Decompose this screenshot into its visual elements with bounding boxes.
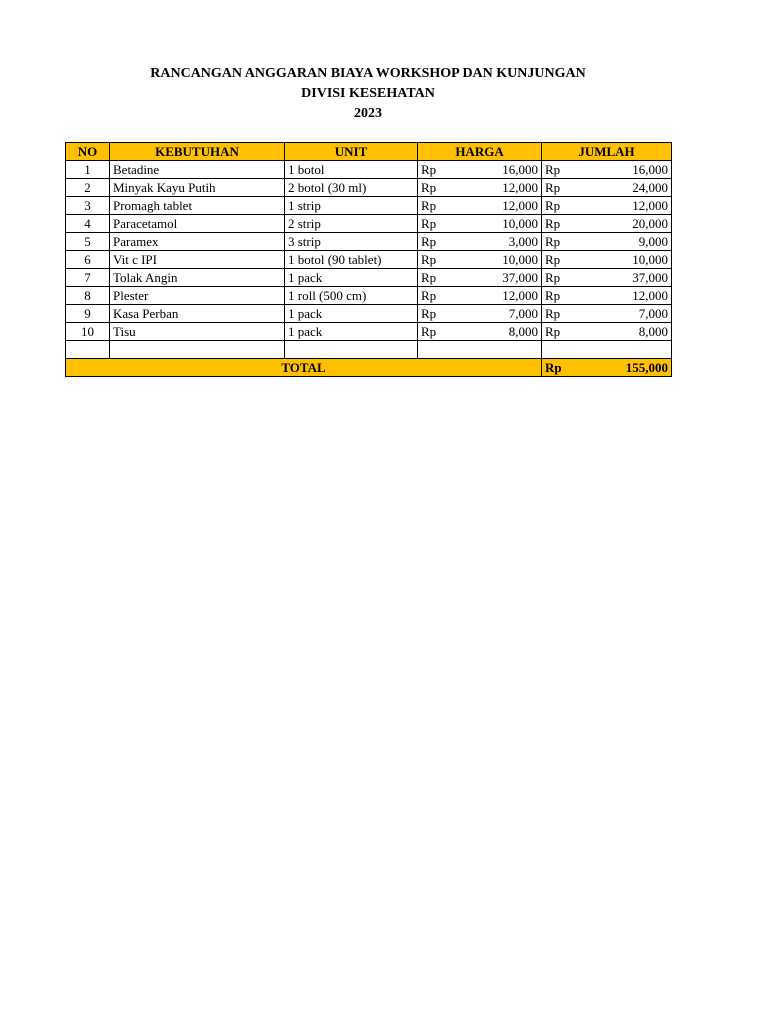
table-row: [66, 197, 672, 215]
cell-jumlah-currency: Rp: [542, 287, 580, 305]
cell-jumlah-currency: Rp: [542, 305, 580, 323]
table-row: [66, 269, 672, 287]
cell-unit: 2 botol (30 ml): [285, 179, 418, 197]
cell-unit: 1 pack: [285, 269, 418, 287]
cell-jumlah: 20,000: [580, 215, 672, 233]
cell-harga: 12,000: [456, 179, 542, 197]
cell-jumlah: 16,000: [580, 161, 672, 179]
header-unit: UNIT: [285, 143, 418, 161]
total-currency: Rp: [542, 359, 580, 377]
budget-table: [65, 142, 672, 377]
cell-harga: 12,000: [456, 287, 542, 305]
cell-harga-currency: Rp: [418, 305, 456, 323]
cell-unit: 1 strip: [285, 197, 418, 215]
total-label: TOTAL: [66, 359, 542, 377]
cell-kebutuhan: Tolak Angin: [110, 269, 285, 287]
cell-harga: 3,000: [456, 233, 542, 251]
table-row: [66, 215, 672, 233]
cell-unit: 1 botol (90 tablet): [285, 251, 418, 269]
table-row: [66, 251, 672, 269]
cell-jumlah-currency: Rp: [542, 197, 580, 215]
empty-cell-unit: [285, 341, 418, 359]
cell-jumlah: 8,000: [580, 323, 672, 341]
table-row: [66, 233, 672, 251]
cell-unit: 1 roll (500 cm): [285, 287, 418, 305]
cell-harga-currency: Rp: [418, 269, 456, 287]
cell-jumlah: 10,000: [580, 251, 672, 269]
table-row: [66, 323, 672, 341]
cell-jumlah-currency: Rp: [542, 323, 580, 341]
cell-harga-currency: Rp: [418, 197, 456, 215]
cell-no: 10: [66, 323, 110, 341]
cell-harga-currency: Rp: [418, 251, 456, 269]
cell-harga: 7,000: [456, 305, 542, 323]
cell-no: 2: [66, 179, 110, 197]
cell-jumlah: 12,000: [580, 197, 672, 215]
cell-no: 4: [66, 215, 110, 233]
title-line-2: DIVISI KESEHATAN: [301, 86, 435, 101]
document-title: [0, 64, 736, 124]
cell-harga-currency: Rp: [418, 215, 456, 233]
header-no: NO: [66, 143, 110, 161]
total-value: 155,000: [580, 359, 672, 377]
cell-no: 5: [66, 233, 110, 251]
cell-harga-currency: Rp: [418, 179, 456, 197]
cell-harga: 16,000: [456, 161, 542, 179]
table-body: [66, 161, 672, 359]
cell-no: 1: [66, 161, 110, 179]
cell-jumlah-currency: Rp: [542, 161, 580, 179]
cell-kebutuhan: Minyak Kayu Putih: [110, 179, 285, 197]
cell-no: 9: [66, 305, 110, 323]
empty-cell-harga: [418, 341, 542, 359]
cell-jumlah-currency: Rp: [542, 269, 580, 287]
empty-row: [66, 341, 672, 359]
table-row: [66, 305, 672, 323]
empty-cell-jumlah: [542, 341, 672, 359]
cell-unit: 1 pack: [285, 305, 418, 323]
cell-harga: 10,000: [456, 215, 542, 233]
cell-no: 3: [66, 197, 110, 215]
cell-kebutuhan: Promagh tablet: [110, 197, 285, 215]
title-line-3: 2023: [354, 106, 382, 121]
cell-jumlah-currency: Rp: [542, 233, 580, 251]
cell-jumlah-currency: Rp: [542, 251, 580, 269]
title-line-1: RANCANGAN ANGGARAN BIAYA WORKSHOP DAN KUNJUNGAN: [150, 66, 586, 81]
cell-no: 8: [66, 287, 110, 305]
cell-jumlah: 9,000: [580, 233, 672, 251]
cell-unit: 1 botol: [285, 161, 418, 179]
cell-unit: 1 pack: [285, 323, 418, 341]
cell-no: 6: [66, 251, 110, 269]
cell-jumlah: 37,000: [580, 269, 672, 287]
cell-jumlah-currency: Rp: [542, 215, 580, 233]
cell-harga-currency: Rp: [418, 323, 456, 341]
cell-unit: 3 strip: [285, 233, 418, 251]
cell-kebutuhan: Kasa Perban: [110, 305, 285, 323]
cell-harga-currency: Rp: [418, 161, 456, 179]
cell-harga-currency: Rp: [418, 287, 456, 305]
cell-unit: 2 strip: [285, 215, 418, 233]
table-row: [66, 287, 672, 305]
header-kebutuhan: KEBUTUHAN: [110, 143, 285, 161]
cell-harga: 10,000: [456, 251, 542, 269]
cell-jumlah: 7,000: [580, 305, 672, 323]
cell-kebutuhan: Tisu: [110, 323, 285, 341]
cell-harga: 12,000: [456, 197, 542, 215]
cell-harga-currency: Rp: [418, 233, 456, 251]
header-harga: HARGA: [418, 143, 542, 161]
cell-kebutuhan: Paracetamol: [110, 215, 285, 233]
total-row: [66, 359, 672, 377]
header-jumlah: JUMLAH: [542, 143, 672, 161]
cell-jumlah: 12,000: [580, 287, 672, 305]
table-row: [66, 179, 672, 197]
table-header-row: [66, 143, 672, 161]
cell-kebutuhan: Vit c IPI: [110, 251, 285, 269]
cell-kebutuhan: Paramex: [110, 233, 285, 251]
table-row: [66, 161, 672, 179]
cell-kebutuhan: Betadine: [110, 161, 285, 179]
cell-no: 7: [66, 269, 110, 287]
cell-jumlah: 24,000: [580, 179, 672, 197]
empty-cell-no: [66, 341, 110, 359]
cell-harga: 8,000: [456, 323, 542, 341]
cell-jumlah-currency: Rp: [542, 179, 580, 197]
empty-cell-kebutuhan: [110, 341, 285, 359]
cell-kebutuhan: Plester: [110, 287, 285, 305]
cell-harga: 37,000: [456, 269, 542, 287]
